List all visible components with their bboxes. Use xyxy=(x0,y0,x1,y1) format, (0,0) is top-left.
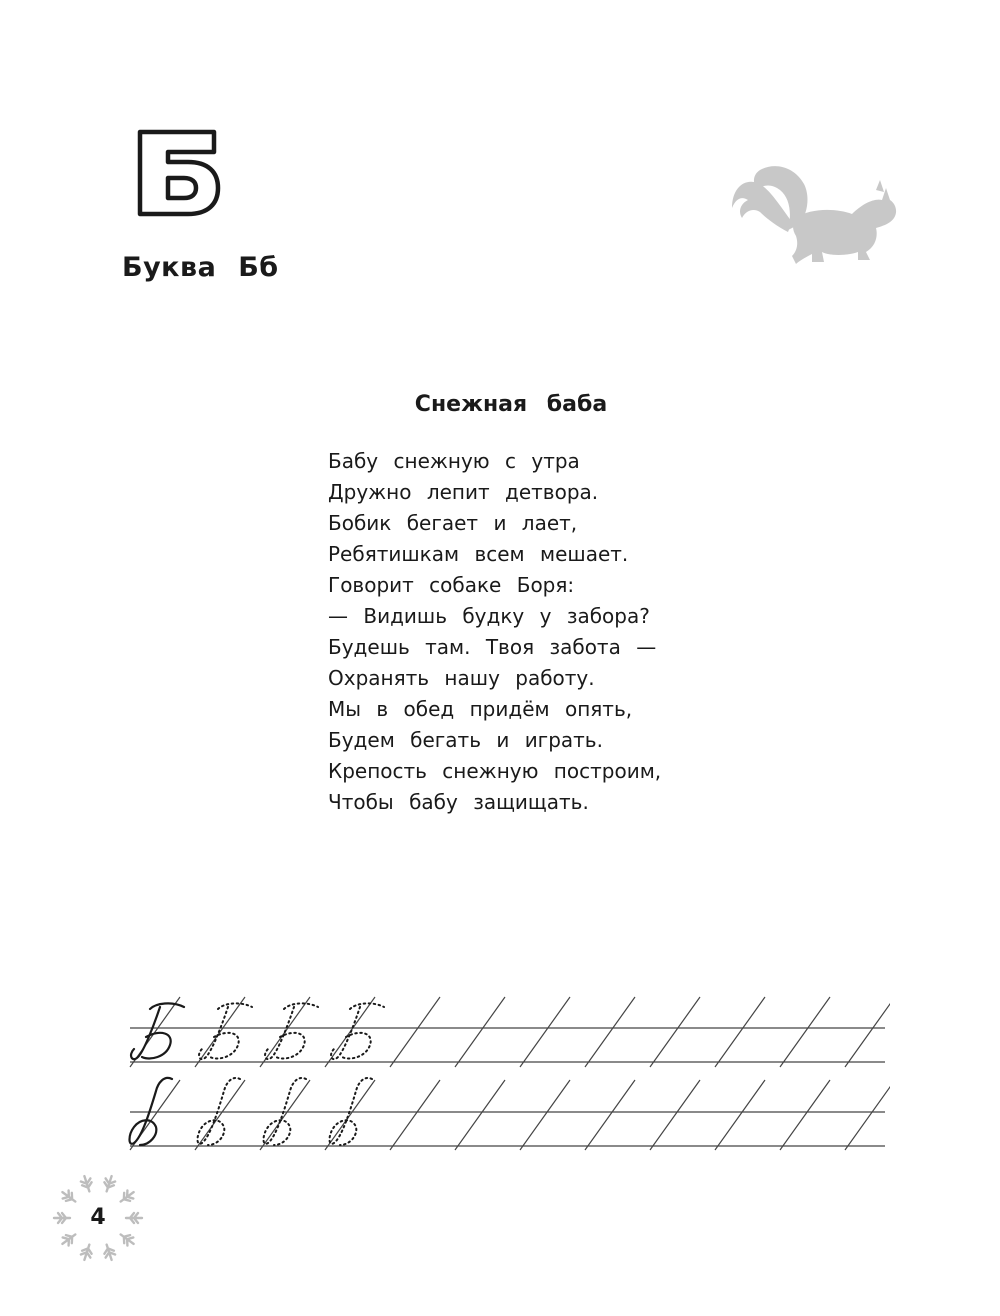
slant-guide-line xyxy=(390,997,440,1067)
slant-guide-line xyxy=(195,997,245,1067)
poem-title: Снежная баба xyxy=(414,392,608,417)
poem-line: Крепость снежную построим, xyxy=(328,759,662,783)
slant-guide-line xyxy=(520,1080,570,1150)
poem-line: Ребятишкам всем мешает. xyxy=(328,542,629,566)
poem-line: Охранять нашу работу. xyxy=(328,666,595,690)
poem-text xyxy=(328,446,661,818)
slant-guide-line xyxy=(650,1080,700,1150)
dotted-upper-letter-3 xyxy=(331,1003,384,1059)
poem-line: Будем бегать и играть. xyxy=(328,728,603,752)
poem-line: Говорит собаке Боря: xyxy=(328,573,575,597)
slant-guide-line xyxy=(845,997,890,1067)
poem-line: Чтобы бабу защищать. xyxy=(328,790,589,814)
big-letter-icon xyxy=(136,128,222,218)
slant-guide-line xyxy=(715,1080,765,1150)
lesson-title: Буква Бб xyxy=(122,252,279,283)
copybook-ruling xyxy=(120,995,890,1155)
slant-guide-line xyxy=(325,1080,375,1150)
slant-guide-line xyxy=(455,1080,505,1150)
slant-guide-line xyxy=(715,997,765,1067)
slant-guide-line xyxy=(260,1080,310,1150)
slant-guide-line xyxy=(585,997,635,1067)
page-number: 4 xyxy=(90,1205,106,1230)
dotted-upper-letter-2 xyxy=(265,1003,318,1059)
slant-guide-line xyxy=(390,1080,440,1150)
cursive-upper-letter xyxy=(131,1003,184,1059)
poem-line: Бабу снежную с утра xyxy=(328,449,580,473)
slant-guide-line xyxy=(455,997,505,1067)
slant-guide-line xyxy=(845,1080,890,1150)
poem-line: Дружно лепит детвора. xyxy=(328,480,599,504)
slant-guide-line xyxy=(780,997,830,1067)
slant-guide-line xyxy=(585,1080,635,1150)
slant-guide-line xyxy=(650,997,700,1067)
poem-line: Мы в обед придём опять, xyxy=(328,697,633,721)
poem-line: Бобик бегает и лает, xyxy=(328,511,578,535)
slant-guide-line xyxy=(520,997,570,1067)
slant-guide-line xyxy=(780,1080,830,1150)
poem-line: Будешь там. Твоя забота — xyxy=(328,635,657,659)
squirrel-icon xyxy=(726,160,898,268)
poem-line: — Видишь будку у забора? xyxy=(328,604,650,628)
